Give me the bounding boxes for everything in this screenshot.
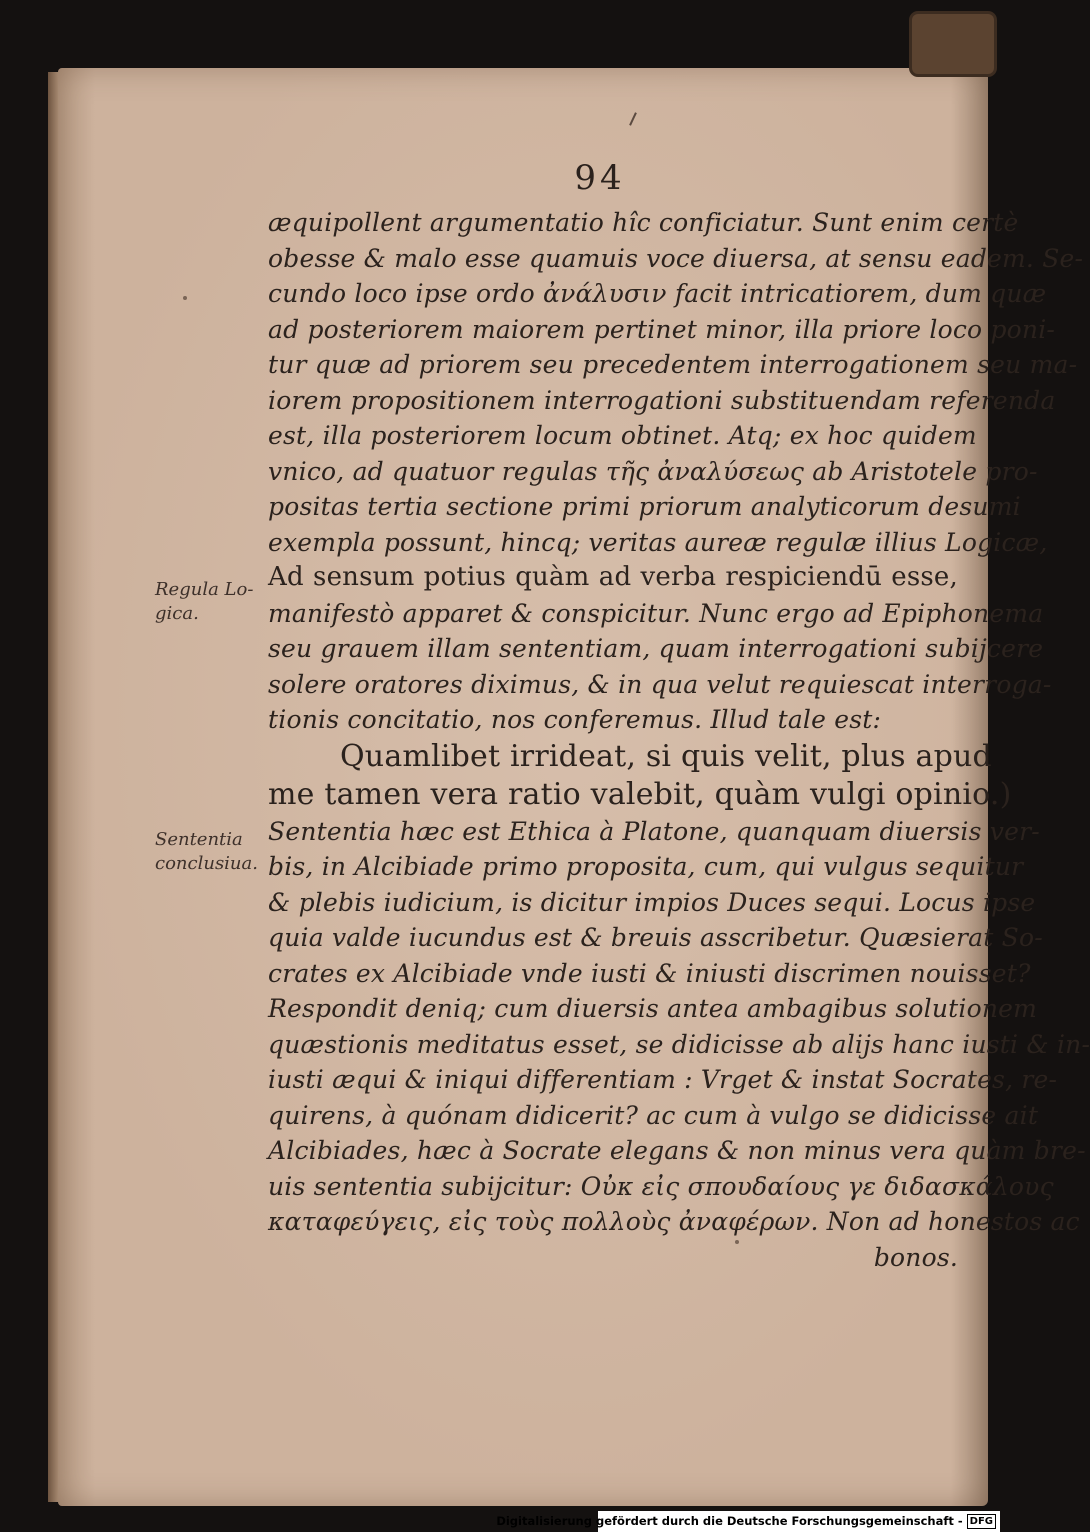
text-line: solere oratores diximus, & in qua velut requiescat interroga-	[268, 669, 1052, 699]
text-line: quirens, à quónam didicerit? ac cum à vulgo se didicisse ait	[268, 1100, 1039, 1130]
text-line: cundo loco ipse ordo ἀνάλυσιν facit intricatiorem, dum quæ	[268, 279, 1047, 308]
text-line: quæstionis meditatus esset, se didicisse ab alijs hanc iusti & in-	[268, 1029, 1090, 1059]
text-line: positas tertia sectione primi priorum analyticorum desumi	[268, 492, 1021, 521]
text-line: Respondit deniq; cum diuersis antea ambagibus solutionem	[268, 994, 1038, 1023]
sentence-line: me tamen vera ratio valebit, quàm vulgi opinio.)	[268, 776, 1012, 812]
binding-corner	[912, 14, 994, 74]
text-line: tur quæ ad priorem seu precedentem interrogationem seu ma-	[268, 350, 1078, 379]
greek-text-line: uis sententia subijcitur: Οὐκ εἰς σπουδαίους γε διδασκάλους	[268, 1171, 1054, 1201]
text-line: Alcibiades, hæc à Socrate elegans & non minus vera quàm bre-	[268, 1136, 1086, 1165]
text-line: æquipollent argumentatio hîc conficiatur. Sunt enim certè	[268, 208, 1019, 237]
dfg-logo-icon: DFG	[967, 1514, 996, 1529]
text-line: manifestò apparet & conspicitur. Nunc ergo ad Epiphonema	[268, 598, 1044, 628]
text-line: obesse & malo esse quamuis voce diuersa, at sensu eadem. Se-	[268, 243, 1084, 273]
margin-note: conclusiua.	[155, 853, 258, 874]
body-text	[268, 205, 1090, 1275]
margin-note: Sententia	[155, 829, 243, 850]
text-line: est, illa posteriorem locum obtinet. Atq; ex hoc quidem	[268, 421, 977, 450]
text-line: iorem propositionem interrogationi substituendam referenda	[268, 385, 1056, 415]
text-line: bis, in Alcibiade primo proposita, cum, qui vulgus sequitur	[268, 852, 1024, 881]
text-line: quia valde iucundus est & breuis asscribetur. Quæsierat So-	[268, 923, 1043, 952]
text-line: iusti æqui & iniqui differentiam : Vrget & instat Socrates, re-	[268, 1065, 1058, 1094]
footer-text: Digitalisierung gefördert durch die Deutsche Forschungsgemeinschaft -	[496, 1514, 963, 1528]
ink-dot	[183, 296, 187, 300]
text-line: tionis concitatio, nos conferemus. Illud tale est:	[268, 705, 882, 734]
logic-rule-line: Ad sensum potius quàm ad verba respiciendū esse,	[268, 562, 958, 592]
catchword: bonos.	[873, 1242, 958, 1272]
page-number: 94	[574, 158, 626, 198]
text-line: crates ex Alcibiade vnde iusti & iniusti discrimen nouisset?	[268, 958, 1031, 988]
text-line: Sententia hæc est Ethica à Platone, quanquam diuersis ver-	[268, 816, 1040, 846]
margin-note: Regula Lo-	[155, 579, 254, 600]
sentence-line: Quamlibet irrideat, si quis velit, plus apud	[340, 738, 992, 774]
text-line: & plebis iudicium, is dicitur impios Duces sequi. Locus ipse	[268, 887, 1036, 917]
greek-text-line: καταφεύγεις, εἰς τοὺς πολλοὺς ἀναφέρων. Non ad honestos ac	[268, 1207, 1080, 1236]
margin-note: gica.	[155, 603, 199, 624]
text-line: seu grauem illam sententiam, quam interrogationi subijcere	[268, 634, 1044, 663]
digitization-footer	[496, 1511, 1000, 1532]
text-line: vnico, ad quatuor regulas τῆς ἀναλύσεως ab Aristotele pro-	[268, 456, 1038, 486]
text-line: exempla possunt, hincq; veritas aureæ regulæ illius Logicæ,	[268, 527, 1048, 557]
text-line: ad posteriorem maiorem pertinet minor, illa priore loco poni-	[268, 314, 1056, 344]
